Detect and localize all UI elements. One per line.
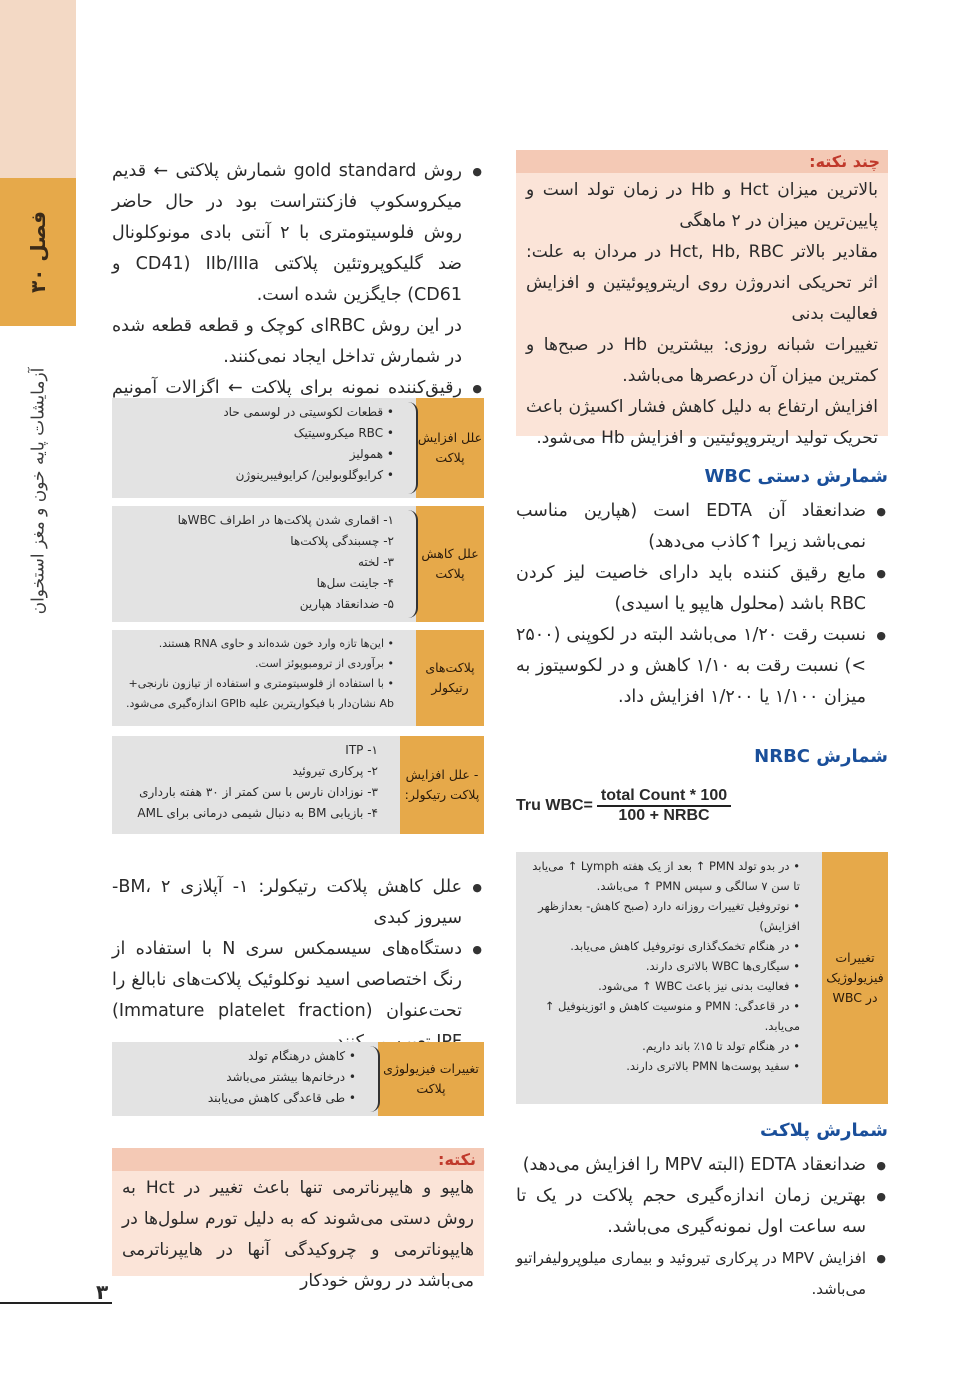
phys-wbc-item: • در هنگام تخمک‌گذاری نوتروفیل کاهش می‌یابد. xyxy=(524,936,800,956)
left-mid-bullet: ● علل کاهش پلاکت رتیکولر: ۱- آپلازی BM، ۲- سیروز کبدی xyxy=(112,872,462,934)
left-top-para: در این روش RBCای کوچک و قطعه قطعه شده در شمارش تداخل ایجاد نمی‌کنند. xyxy=(112,316,462,367)
table-item: ۴- بازیابی BM به دنبال شیمی درمانی برای AML xyxy=(137,806,378,820)
note-box-2 xyxy=(112,1148,484,1291)
phys-wbc-label: تغییرات فیزیولوژیک در WBC xyxy=(822,852,888,1104)
table-item: ۱- اقماری شدن پلاکت‌ها در اطراف WBCها xyxy=(177,513,394,527)
subject-tab xyxy=(0,326,76,656)
chapter-tab xyxy=(0,178,76,326)
phys-wbc-item: • فعالیت بدنی نیز باعث WBC ↑ می‌شود. xyxy=(524,976,800,996)
table-item: • RBC میکروسیتیک xyxy=(120,423,394,444)
note1-line: افزایش ارتفاع به دلیل کاهش فشار اکسیژن باعث تحریک تولید اریتروپوئیتین و افزایش Hb می‌شود. xyxy=(526,397,878,448)
table-item: • کاهش درهنگام تولد xyxy=(120,1046,356,1067)
formula-denominator: 100 + NRBC xyxy=(618,807,710,824)
left-top-bullet: ● رقیق‌کننده نمونه برای پلاکت ← اگزالات آمونیم xyxy=(112,373,462,435)
platelet-bullet: ● افزایش MPV در پرکاری تیروئید و بیماری میلوپرولیفراتیو می‌باشد. xyxy=(516,1243,866,1305)
table-label: - علل افزایش پلاکت رتیکولر: xyxy=(400,736,484,834)
chapter-label: فصل ۳۰ xyxy=(26,210,51,294)
left-mid-bullet: ● دستگاه‌های سیسمکس سری N با استفاده از رنگ اختصاصی اسید نوکلوئیک پلاکت‌های نابالغ را تحت‌عنوان (Immature platelet fraction) xyxy=(112,934,462,1058)
table-item: ۲- چسبندگی پلاکت‌ها xyxy=(290,534,394,548)
left-top-bullet: ● روش gold standard شمارش پلاکتی ← قدیم میکروسکوپ فازکنتراست بود در حال حاضر روش فلوسیتومتری با ۲ آنتی بادی مونوکلونال ضد گلیکوپروتئین پلاکتی IIb/IIIa (CD41 و CD61) جایگزین شده است. xyxy=(112,156,462,311)
table-body xyxy=(112,736,400,834)
increase-reticulated-table xyxy=(112,736,484,834)
table-item: • طی قاعدگی کاهش می‌یابند xyxy=(120,1088,356,1109)
table-item: ۱- ITP xyxy=(345,743,378,757)
left-top-text xyxy=(112,156,484,435)
phys-wbc-table xyxy=(516,852,888,1104)
side-tab-top xyxy=(0,0,76,178)
wbc-list xyxy=(516,496,888,713)
table-body xyxy=(112,630,416,726)
phys-wbc-item: • سیگاری‌ها WBC بالاتری دارند. xyxy=(524,956,800,976)
brace-shape xyxy=(368,1046,380,1112)
nrbc-heading: شمارش NRBC xyxy=(754,746,888,767)
note-body-2: هایپو و هایپرناترمی تنها باعث تغییر در Hct به روش دستی می‌شوند که به دلیل تورم سلول‌ها در هایپوناترمی و چروکیدگی آنها در هایپرناترمی می‌باشد در روش خودکار xyxy=(122,1178,475,1291)
table-item: • درخانم‌ها بیشتر می‌باشد xyxy=(120,1067,356,1088)
phys-wbc-body xyxy=(516,852,822,1104)
table-label: علل کاهش پلاکت xyxy=(416,506,484,622)
decrease-platelet-table xyxy=(112,506,484,622)
table-item: ۲- پرکاری تیروئید xyxy=(292,764,378,778)
nrbc-formula xyxy=(516,782,776,830)
table-body xyxy=(112,398,416,498)
note1-line: بالاترین میزان Hct و Hb در زمان تولد است و پایین‌ترین میزان در ۲ ماهگی xyxy=(526,180,878,231)
table-item: ۵- ضدانعقاد هپارین xyxy=(299,597,394,611)
platelet-heading: شمارش پلاکت xyxy=(760,1120,888,1141)
brace-shape xyxy=(406,510,418,618)
table-item: ۳- لخته xyxy=(357,555,394,569)
table-item: • برآوردی از ترومبوپوئز است. xyxy=(120,654,394,674)
wbc-heading: شمارش دستی WBC xyxy=(704,466,888,487)
platelet-list xyxy=(516,1150,888,1305)
brace-shape xyxy=(406,402,418,494)
table-label: پلاکت‌های رتیکولر xyxy=(416,630,484,726)
wbc-bullet: ● نسبت رقت ۱/۲۰ می‌باشد البته در لکوپنی (۲۵۰۰ >) نسبت رقت به ۱/۱۰ کاهش و در لکوسیتوز به میزان ۱/۱۰۰ یا ۱/۲۰۰ افزایش داد. xyxy=(516,620,866,713)
formula-left: Tru WBC= xyxy=(516,797,593,814)
reticulated-platelet-table xyxy=(112,630,484,726)
formula-numerator: total Count * 100 xyxy=(597,787,731,807)
table-body xyxy=(112,1042,378,1116)
left-mid-text xyxy=(112,872,484,1058)
phys-wbc-item: • در هنگام تولد تا ۱۵٪ باند داریم. xyxy=(524,1036,800,1056)
phys-wbc-item: • در بدو تولد PMN ↑ بعد از یک هفته Lymph ↑ می‌یابد تا سن ۷ سالگی و سپس PMN ↑ می‌باشد. xyxy=(524,856,800,896)
table-item: • کرایوگلوبولین/ کرایوفیبرینوژن xyxy=(120,465,394,486)
table-label: علل افزایش پلاکت xyxy=(416,398,484,498)
wbc-bullet: ● مایع رقیق کننده باید دارای خاصیت لیز کردن RBC باشد (محلول هایپو یا اسیدی) xyxy=(516,558,866,620)
table-label: تغییرات فیزیولوژی پلاکت xyxy=(378,1042,484,1116)
page-number: ۳ xyxy=(96,1280,109,1304)
wbc-bullet: ● ضدانعقاد آن EDTA است (هپارین مناسب نمی‌باشد زیرا ↑کاذب می‌دهد) xyxy=(516,496,866,558)
note-box-1 xyxy=(516,150,888,448)
phys-wbc-item: • در قاعدگی: PMN و منوسیت کاهش و ائوزینوفیل ↑ می‌یابد. xyxy=(524,996,800,1036)
phys-wbc-item: • سفید پوست‌ها PMN بالاتری دارند. xyxy=(524,1056,800,1076)
note-title-2: نکته: xyxy=(112,1148,484,1171)
table-item: • این‌ها تازه وارد خون شده‌اند و حاوی RNA هستند. xyxy=(120,634,394,654)
table-item: • با استفاده از فلوسیتومتری و استفاده از تیازون نارنجی+ Ab نشان‌دار با فیکواریترین علیه GPIb اندازه‌گیری می‌شود. xyxy=(120,674,394,714)
phys-wbc-item: • نوتروفیل تغییرات روزانه دارد (صبح کاهش- بعدازظهر افزایش) xyxy=(524,896,800,936)
phys-platelet-table xyxy=(112,1042,484,1116)
table-item: ۴- جاینت سل‌ها xyxy=(316,576,394,590)
note1-line: تغییرات شبانه روزی: بیشترین Hb در صبح‌ها و کمترین میزان آن درعصرها می‌باشد. xyxy=(526,335,878,386)
platelet-bullet: ● ضدانعقاد EDTA (البته MPV را افزایش می‌دهد) xyxy=(516,1150,866,1181)
table-item: ۳- نوزادان نارس با سن کمتر از ۳۰ هفته بارداری xyxy=(139,785,378,799)
note-title-1: چند نکته: xyxy=(516,150,888,173)
increase-platelet-table xyxy=(112,398,484,498)
platelet-bullet: ● بهترین زمان اندازه‌گیری حجم پلاکت در یک تا سه ساعت اول نمونه‌گیری می‌باشد. xyxy=(516,1181,866,1243)
table-body xyxy=(112,506,416,622)
subject-label: آزمایشات پایه خون و مغز استخوان xyxy=(28,367,48,615)
note1-line: مقادیر بالاتر Hct, Hb, RBC در مردان به علت: اثر تحریکی اندروژن روی اریتروپوئیتین و افزایش فعالیت بدنی xyxy=(526,242,879,324)
table-item: • قطعات لکوسیتی در لوسمی حاد xyxy=(120,402,394,423)
table-item: • همولیز xyxy=(120,444,394,465)
